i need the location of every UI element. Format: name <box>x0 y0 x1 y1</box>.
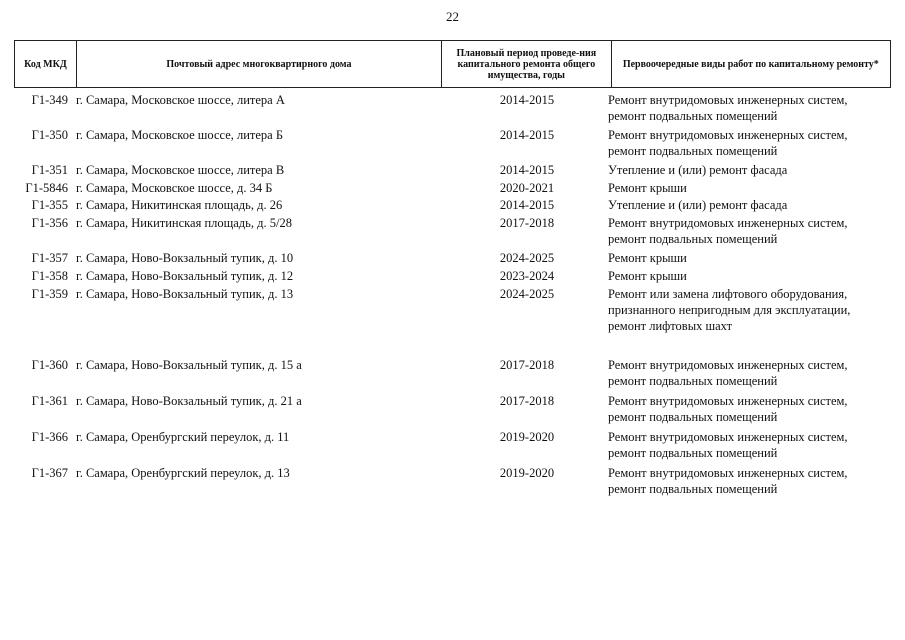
postal-address: г. Самара, Ново-Вокзальный тупик, д. 21 а <box>76 394 302 408</box>
repair-period: 2024-2025 <box>499 287 555 301</box>
postal-address: г. Самара, Московское шоссе, д. 34 Б <box>76 181 273 195</box>
postal-address: г. Самара, Ново-Вокзальный тупик, д. 10 <box>76 251 294 265</box>
repair-work-line: Ремонт крыши <box>608 269 687 283</box>
repair-work-line: ремонт подвальных помещений <box>608 410 778 424</box>
mkd-code: Г1-359 <box>31 287 68 301</box>
repair-work-line: ремонт подвальных помещений <box>608 144 778 158</box>
repair-work-line: Ремонт крыши <box>608 251 687 265</box>
header-period: Плановый период проведе-ния капитального ремонта общего имущества, годы <box>442 41 612 87</box>
postal-address: г. Самара, Оренбургский переулок, д. 11 <box>76 430 290 444</box>
repair-period: 2023-2024 <box>499 269 555 283</box>
repair-works <box>608 465 890 497</box>
mkd-code: Г1-355 <box>31 198 68 212</box>
postal-address: г. Самара, Ново-Вокзальный тупик, д. 15 а <box>76 358 302 372</box>
repair-work-line: Ремонт или замена лифтового оборудования, <box>608 287 848 301</box>
repair-period: 2014-2015 <box>499 93 555 107</box>
page-number: 22 <box>446 9 459 24</box>
repair-period: 2017-2018 <box>499 358 555 372</box>
mkd-code: Г1-351 <box>31 163 68 177</box>
postal-address: г. Самара, Московское шоссе, литера А <box>76 93 285 107</box>
header-code: Код МКД <box>15 41 77 87</box>
repair-works <box>608 250 890 266</box>
repair-work-line: Ремонт внутридомовых инженерных систем, <box>608 128 848 142</box>
repair-works <box>608 215 890 247</box>
repair-work-line: ремонт лифтовых шахт <box>608 319 733 333</box>
repair-period: 2019-2020 <box>499 466 555 480</box>
repair-work-line: ремонт подвальных помещений <box>608 109 778 123</box>
repair-work-line: Ремонт внутридомовых инженерных систем, <box>608 93 848 107</box>
mkd-code: Г1-358 <box>31 269 68 283</box>
repair-work-line: ремонт подвальных помещений <box>608 374 778 388</box>
repair-work-line: Ремонт внутридомовых инженерных систем, <box>608 466 848 480</box>
repair-period: 2017-2018 <box>499 216 555 230</box>
postal-address: г. Самара, Никитинская площадь, д. 5/28 <box>76 216 292 230</box>
repair-period: 2014-2015 <box>499 128 555 142</box>
mkd-code: Г1-350 <box>31 128 68 142</box>
repair-works <box>608 393 890 425</box>
postal-address: г. Самара, Никитинская площадь, д. 26 <box>76 198 283 212</box>
mkd-code: Г1-5846 <box>25 181 68 195</box>
repair-works <box>608 180 890 196</box>
repair-work-line: Ремонт внутридомовых инженерных систем, <box>608 358 848 372</box>
repair-work-line: Утепление и (или) ремонт фасада <box>608 163 788 177</box>
repair-work-line: ремонт подвальных помещений <box>608 482 778 496</box>
repair-works <box>608 286 890 334</box>
repair-period: 2017-2018 <box>499 394 555 408</box>
repair-work-line: Ремонт внутридомовых инженерных систем, <box>608 430 848 444</box>
postal-address: г. Самара, Московское шоссе, литера Б <box>76 128 284 142</box>
repair-work-line: Ремонт внутридомовых инженерных систем, <box>608 394 848 408</box>
repair-period: 2014-2015 <box>499 163 555 177</box>
repair-period: 2019-2020 <box>499 430 555 444</box>
repair-work-line: Ремонт крыши <box>608 181 687 195</box>
repair-period: 2020-2021 <box>499 181 555 195</box>
mkd-code: Г1-361 <box>31 394 68 408</box>
header-address: Почтовый адрес многоквартирного дома <box>77 41 442 87</box>
repair-works <box>608 162 890 178</box>
repair-work-line: ремонт подвальных помещений <box>608 446 778 460</box>
mkd-code: Г1-349 <box>31 93 68 107</box>
table-header <box>14 40 891 88</box>
mkd-code: Г1-357 <box>31 251 68 265</box>
mkd-code: Г1-360 <box>31 358 68 372</box>
repair-works <box>608 357 890 389</box>
repair-works <box>608 92 890 124</box>
mkd-code: Г1-356 <box>31 216 68 230</box>
repair-works <box>608 127 890 159</box>
repair-period: 2014-2015 <box>499 198 555 212</box>
repair-work-line: ремонт подвальных помещений <box>608 232 778 246</box>
postal-address: г. Самара, Московское шоссе, литера В <box>76 163 285 177</box>
repair-work-line: Ремонт внутридомовых инженерных систем, <box>608 216 848 230</box>
postal-address: г. Самара, Ново-Вокзальный тупик, д. 12 <box>76 269 294 283</box>
repair-work-line: Утепление и (или) ремонт фасада <box>608 198 788 212</box>
repair-work-line: признанного непригодным для эксплуатации, <box>608 303 851 317</box>
mkd-code: Г1-367 <box>31 466 68 480</box>
repair-works <box>608 268 890 284</box>
postal-address: г. Самара, Ново-Вокзальный тупик, д. 13 <box>76 287 294 301</box>
repair-works <box>608 429 890 461</box>
header-works: Первоочередные виды работ по капитальному ремонту* <box>622 58 879 70</box>
postal-address: г. Самара, Оренбургский переулок, д. 13 <box>76 466 290 480</box>
repair-period: 2024-2025 <box>499 251 555 265</box>
mkd-code: Г1-366 <box>31 430 68 444</box>
repair-works <box>608 197 890 213</box>
